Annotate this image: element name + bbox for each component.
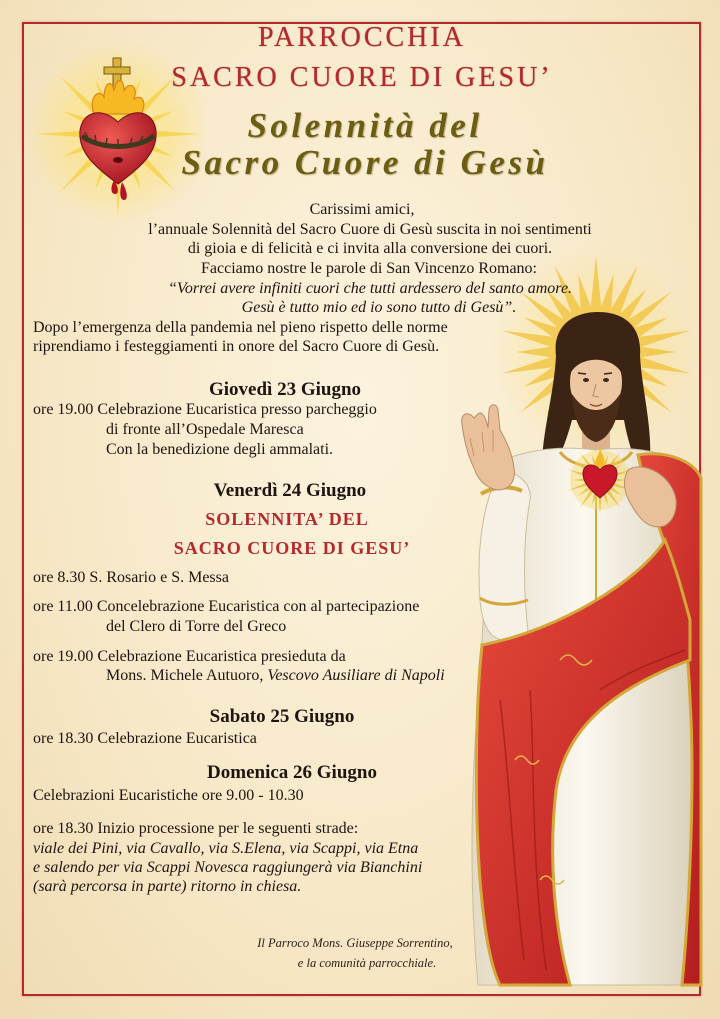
- day-heading: Giovedì 23 Giugno: [208, 379, 362, 400]
- solemnity-title: SOLENNITA’ DEL: [205, 509, 369, 529]
- program-line: ore 19.00 Celebrazione Eucaristica presso parcheggio: [33, 401, 377, 418]
- presider-role: Vescovo Ausiliare di Napoli: [267, 667, 445, 684]
- closing-line: riprendiamo i festeggiamenti in onore del Sacro Cuore di Gesù.: [33, 338, 440, 355]
- program-line: di fronte all’Ospedale Maresca: [106, 421, 304, 438]
- parish-label: PARROCCHIA: [258, 22, 466, 53]
- signature-line2: e la comunità parrocchiale.: [297, 956, 437, 970]
- presider-line: [106, 666, 445, 686]
- program-line: del Clero di Torre del Greco: [106, 618, 287, 635]
- day-heading: Venerdì 24 Giugno: [213, 480, 367, 501]
- quote-line: “Vorrei avere infiniti cuori che tutti ardessero del santo amore.: [167, 280, 573, 297]
- letter-line: di gioia e di felicità e ci invita alla conversione dei cuori.: [187, 240, 553, 257]
- presider-name: Mons. Michele Autuoro,: [106, 667, 264, 684]
- signature-line1: Il Parroco Mons. Giuseppe Sorrentino,: [257, 936, 453, 950]
- headline-line2: Sacro Cuore di Gesù: [181, 143, 549, 182]
- program-line: ore 19.00 Celebrazione Eucaristica presieduta da: [33, 648, 346, 665]
- day-heading: Domenica 26 Giugno: [207, 762, 377, 783]
- program-line: ore 11.00 Concelebrazione Eucaristica con al partecipazione: [33, 598, 420, 615]
- program-line: ore 8.30 S. Rosario e S. Messa: [33, 569, 229, 586]
- headline-line1: Solennità del: [247, 106, 483, 145]
- solemnity-title: SACRO CUORE DI GESU’: [173, 538, 411, 558]
- closing-line: Dopo l’emergenza della pandemia nel pieno rispetto delle norme: [33, 319, 448, 336]
- letter-line: Facciamo nostre le parole di San Vincenzo Romano:: [201, 260, 537, 277]
- route-line: viale dei Pini, via Cavallo, via S.Elena, via Scappi, via Etna: [33, 840, 419, 857]
- program-line: ore 18.30 Inizio processione per le seguenti strade:: [33, 820, 359, 837]
- program-line: ore 18.30 Celebrazione Eucaristica: [33, 730, 257, 747]
- program-line: Con la benedizione degli ammalati.: [106, 441, 334, 458]
- parish-name: SACRO CUORE DI GESU’: [171, 62, 553, 93]
- program-line: Celebrazioni Eucaristiche ore 9.00 - 10.30: [33, 787, 304, 804]
- quote-line: Gesù è tutto mio ed io sono tutto di Gesù”.: [241, 299, 517, 316]
- route-line: (sarà percorsa in parte) ritorno in chiesa.: [33, 878, 302, 895]
- route-line: e salendo per via Scappi Novesca raggiungerà via Bianchini: [33, 859, 423, 876]
- day-heading: Sabato 25 Giugno: [209, 706, 355, 727]
- letter-greeting: Carissimi amici,: [309, 201, 415, 218]
- letter-line: l’annuale Solennità del Sacro Cuore di Gesù suscita in noi sentimenti: [148, 221, 592, 238]
